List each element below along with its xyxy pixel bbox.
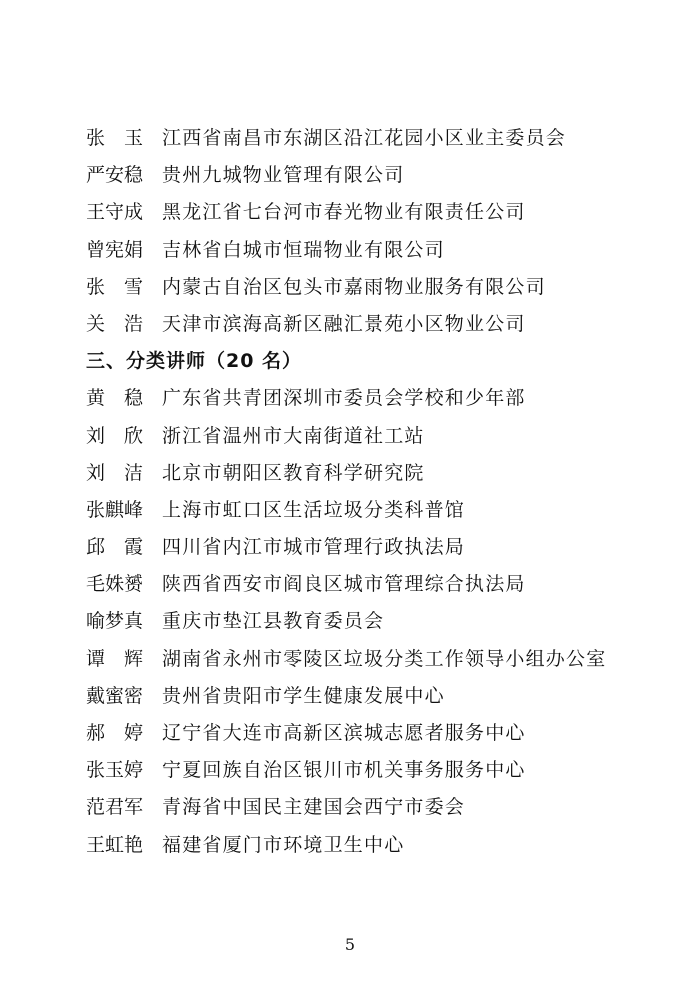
person-name: 邱 霞 [86, 536, 144, 559]
organization: 浙江省温州市大南街道社工站 [162, 424, 425, 447]
list-item [86, 455, 666, 492]
list-item [86, 380, 666, 417]
person-name: 张 玉 [86, 127, 144, 149]
list-item [86, 789, 666, 826]
organization: 福建省厦门市环境卫生中心 [162, 833, 405, 856]
organization: 江西省南昌市东湖区沿江花园小区业主委员会 [162, 127, 567, 149]
person-name: 范君军 [86, 796, 144, 819]
organization: 黑龙江省七台河市春光物业有限责任公司 [162, 201, 526, 224]
person-name: 严安稳 [86, 164, 144, 187]
person-name: 王虹艳 [86, 833, 144, 856]
page-number: 5 [344, 935, 356, 954]
organization: 广东省共青团深圳市委员会学校和少年部 [162, 387, 526, 410]
list-item [86, 566, 666, 603]
list-item [86, 529, 666, 566]
list-item [86, 492, 666, 529]
person-name: 戴蜜密 [86, 684, 144, 707]
list-item [86, 269, 666, 306]
person-name: 谭 辉 [86, 647, 144, 670]
person-name: 王守成 [86, 201, 144, 224]
person-name: 郝 婷 [86, 722, 144, 744]
list-item [86, 306, 666, 343]
organization: 吉林省白城市恒瑞物业有限公司 [162, 238, 445, 261]
list-item [86, 194, 666, 231]
organization: 青海省中国民主建国会西宁市委会 [162, 796, 466, 819]
person-name: 黄 稳 [86, 387, 144, 410]
name-list [86, 120, 666, 864]
list-item [86, 232, 666, 269]
person-name: 曾宪娟 [86, 238, 144, 261]
organization: 宁夏回族自治区银川市机关事务服务中心 [162, 759, 526, 782]
organization: 湖南省永州市零陵区垃圾分类工作领导小组办公室 [162, 647, 607, 670]
list-item [86, 157, 666, 194]
organization: 陕西省西安市阎良区城市管理综合执法局 [162, 573, 526, 596]
person-name: 刘 洁 [86, 461, 144, 484]
person-name: 张 雪 [86, 275, 144, 298]
organization: 上海市虹口区生活垃圾分类科普馆 [162, 498, 466, 521]
list-item [86, 603, 666, 640]
person-name: 张麒峰 [86, 498, 144, 521]
organization: 辽宁省大连市高新区滨城志愿者服务中心 [162, 722, 526, 744]
list-item [86, 418, 666, 455]
person-name: 关 浩 [86, 312, 144, 335]
organization: 重庆市垫江县教育委员会 [162, 610, 385, 633]
organization: 四川省内江市城市管理行政执法局 [162, 536, 466, 559]
organization: 贵州九城物业管理有限公司 [162, 164, 405, 187]
person-name: 毛姝赟 [86, 573, 144, 596]
list-item [86, 120, 666, 157]
list-item [86, 827, 666, 864]
list-item [86, 641, 666, 678]
organization: 贵州省贵阳市学生健康发展中心 [162, 684, 445, 707]
person-name: 刘 欣 [86, 424, 144, 447]
list-item [86, 752, 666, 789]
person-name: 张玉婷 [86, 759, 144, 782]
organization: 北京市朝阳区教育科学研究院 [162, 461, 425, 484]
organization: 天津市滨海高新区融汇景苑小区物业公司 [162, 312, 526, 335]
list-item [86, 715, 666, 752]
organization: 内蒙古自治区包头市嘉雨物业服务有限公司 [162, 275, 546, 298]
section-heading: 三、分类讲师（20 名） [86, 350, 303, 373]
person-name: 喻梦真 [86, 610, 144, 633]
list-item [86, 678, 666, 715]
